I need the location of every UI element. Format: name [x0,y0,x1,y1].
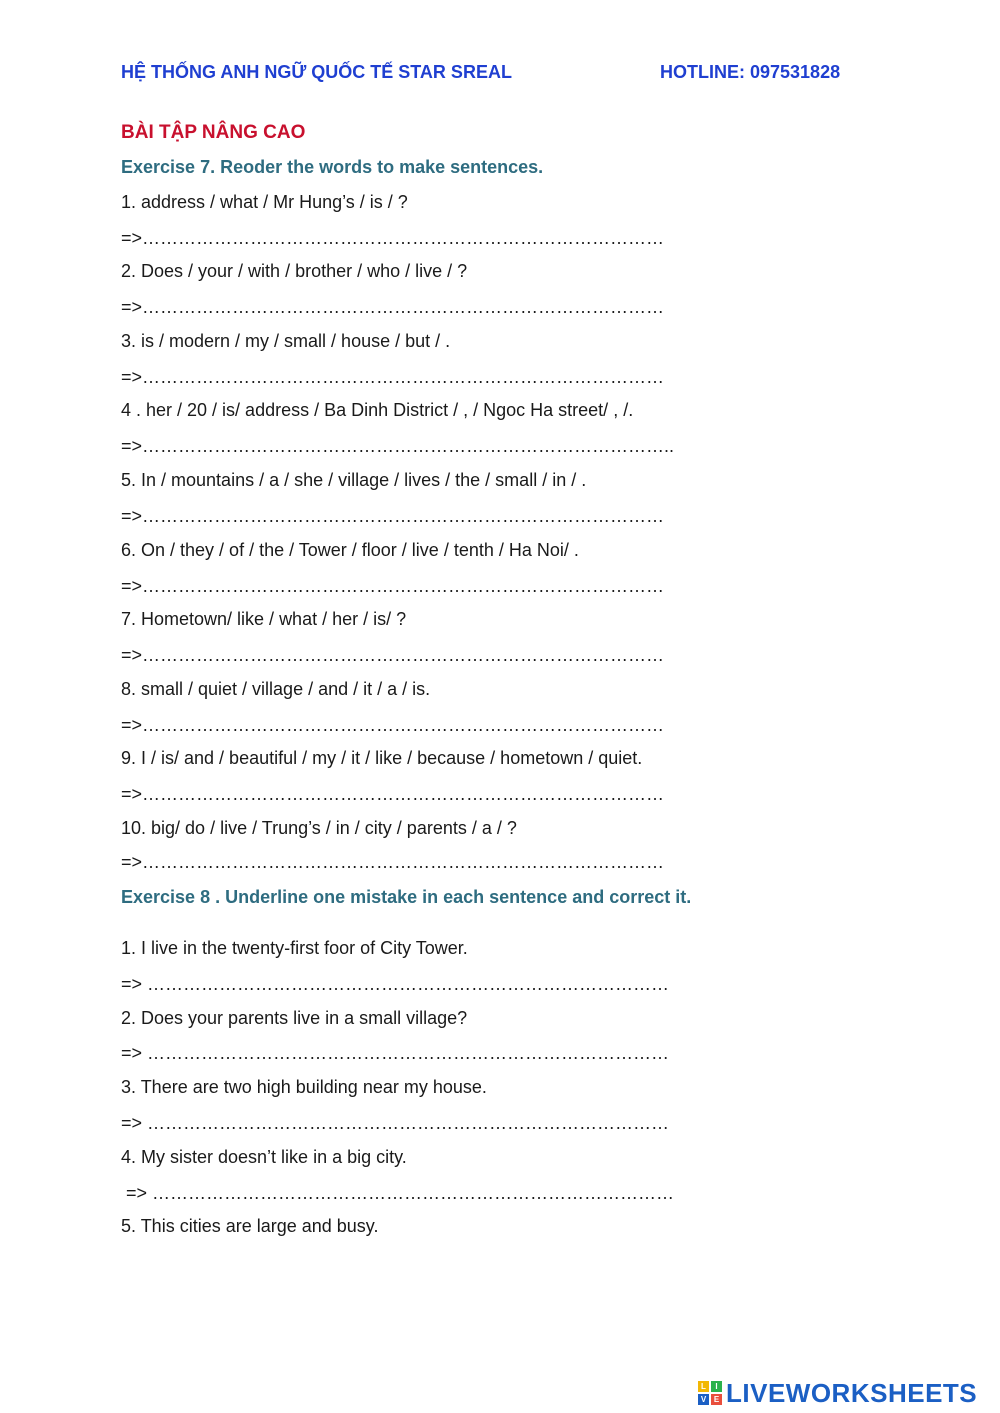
ex7-answer-3[interactable]: =>…………………………………………………………………………… [121,367,665,387]
ex7-answer-9[interactable]: =>…………………………………………………………………………… [121,784,665,804]
ex7-question-3: 3. is / modern / my / small / house / but / . [121,331,451,351]
ex7-question-7: 7. Hometown/ like / what / her / is/ ? [121,609,407,629]
header-hotline: HOTLINE: 097531828 [660,62,841,82]
ex8-question-4: 4. My sister doesn’t like in a big city. [121,1147,407,1167]
ex8-answer-3[interactable]: => …………………………………………………………………………… [121,1113,670,1133]
ex7-question-8: 8. small / quiet / village / and / it / a / is. [121,679,431,699]
logo-letter-i: I [711,1381,722,1392]
ex7-question-6: 6. On / they / of / the / Tower / floor / live / tenth / Ha Noi/ . [121,540,579,560]
ex8-answer-2[interactable]: => …………………………………………………………………………… [121,1043,670,1063]
ex8-question-2: 2. Does your parents live in a small village? [121,1008,468,1028]
ex7-answer-6[interactable]: =>…………………………………………………………………………… [121,576,665,596]
ex7-answer-8[interactable]: =>…………………………………………………………………………… [121,715,665,735]
ex7-answer-7[interactable]: =>…………………………………………………………………………… [121,645,665,665]
exercise8-title: Exercise 8 . Underline one mistake in each sentence and correct it. [121,887,692,907]
ex7-answer-4[interactable]: =>…………………………………………………………………………….. [121,436,675,456]
ex7-answer-5[interactable]: =>…………………………………………………………………………… [121,506,665,526]
logo-text: LIVEWORKSHEETS [726,1377,978,1408]
ex8-answer-1[interactable]: => …………………………………………………………………………… [121,974,670,994]
logo-letter-l: L [698,1381,709,1392]
ex7-question-1: 1. address / what / Mr Hung’s / is / ? [121,192,408,212]
ex7-question-10: 10. big/ do / live / Trung’s / in / city / parents / a / ? [121,818,517,838]
ex7-question-4: 4 . her / 20 / is/ address / Ba Dinh District / , / Ngoc Ha street/ , /. [121,400,634,420]
liveworksheets-logo [698,1378,977,1408]
ex7-question-5: 5. In / mountains / a / she / village / lives / the / small / in / . [121,470,587,490]
exercise7-title: Exercise 7. Reoder the words to make sentences. [121,157,544,177]
section-title: BÀI TẬP NÂNG CAO [121,122,306,143]
ex7-answer-1[interactable]: =>…………………………………………………………………………… [121,228,665,248]
ex8-answer-4[interactable]: => …………………………………………………………………………… [121,1183,675,1203]
logo-letter-e: E [711,1394,722,1405]
ex8-question-5: 5. This cities are large and busy. [121,1216,379,1236]
ex8-question-3: 3. There are two high building near my house. [121,1077,487,1097]
ex8-question-1: 1. I live in the twenty-first foor of City Tower. [121,938,468,958]
ex7-question-9: 9. I / is/ and / beautiful / my / it / like / because / hometown / quiet. [121,748,643,768]
header-organization: HỆ THỐNG ANH NGỮ QUỐC TẾ STAR SREAL [121,62,512,82]
logo-letter-v: V [698,1394,709,1405]
ex7-question-2: 2. Does / your / with / brother / who / live / ? [121,261,468,281]
ex7-answer-2[interactable]: =>…………………………………………………………………………… [121,297,665,317]
ex7-answer-10[interactable]: =>…………………………………………………………………………… [121,852,665,872]
logo-blocks-icon [698,1381,722,1405]
